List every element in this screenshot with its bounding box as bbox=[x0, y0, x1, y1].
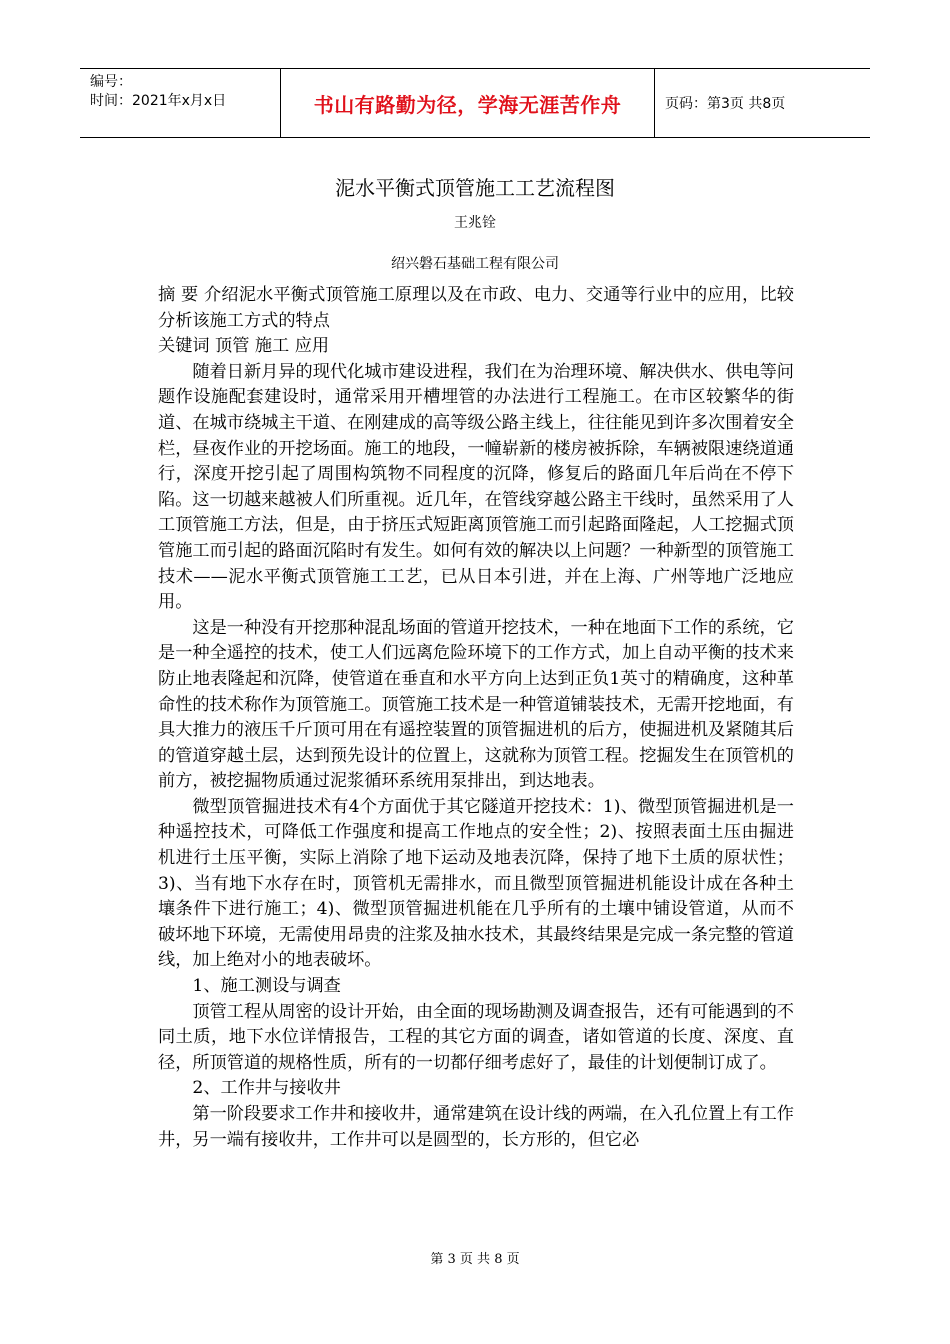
body-paragraph: 第一阶段要求工作井和接收井，通常建筑在设计线的两端，在入孔位置上有工作井，另一端有接收井，工作井可以是圆型的，长方形的，但它必 bbox=[158, 1104, 794, 1150]
header-table bbox=[80, 68, 870, 138]
document-title: 泥水平衡式顶管施工工艺流程图 bbox=[335, 176, 615, 200]
abstract-paragraph: 摘 要 介绍泥水平衡式顶管施工原理以及在市政、电力、交通等行业中的应用，比较分析该施工方式的特点 bbox=[158, 285, 794, 331]
section-heading: 1、施工测设与调查 bbox=[192, 976, 341, 997]
body-paragraph: 微型顶管掘进技术有4个方面优于其它隧道开挖技术：1)、微型顶管掘进机是一种遥控技术，可降低工作强度和提高工作地点的安全性；2)、按照表面土压由掘进机进行土压平衡，实际上消除了地下运动及地表沉降，保持了地下土质的原状性；3)、当有地下水存在时，顶管机无需排水，而且微型顶管掘进机能设计成在各种土壤条件下进行施工；4)、微型顶管掘进机能在几乎所有的土壤中铺设管道，从而不破坏地下环境，无需使用昂贵的注浆及抽水技术，其最终结果是完成一条完整的管道线，加上绝对小的地表破坏。 bbox=[158, 796, 794, 971]
section-heading: 2、工作井与接收井 bbox=[192, 1078, 341, 1099]
motto-text: 书山有路勤为径，学海无涯苦作舟 bbox=[313, 92, 622, 117]
document-body bbox=[158, 283, 794, 1153]
body-paragraph: 这是一种没有开挖那种混乱场面的管道开挖技术，一种在地面下工作的系统，它是一种全遥控的技术，使工人们远离危险环境下的工作方式，加上自动平衡的技术来防止地表隆起和沉降，使管道在垂直和水平方向上达到正负1英寸的精确度，这种革命性的技术称作为顶管施工。顶管施工技术是一种管道铺装技术，无需开挖地面，有具大推力的液压千斤顶可用在有遥控装置的顶管掘进机的后方，使掘进机及紧随其后的管道穿越土层，达到预先设计的位置上，这就称为顶管工程。挖掘发生在顶管机的前方，被挖掘物质通过泥浆循环系统用泵排出，到达地表。 bbox=[158, 617, 794, 792]
keywords-line: 关键词 顶管 施工 应用 bbox=[158, 336, 330, 357]
page-footer: 第 3 页 共 8 页 bbox=[430, 1252, 520, 1267]
header-meta-cell bbox=[80, 69, 281, 137]
document-author: 王兆铨 bbox=[454, 215, 496, 231]
header-page-cell bbox=[655, 69, 870, 137]
header-motto-cell bbox=[281, 69, 655, 137]
body-paragraph: 顶管工程从周密的设计开始，由全面的现场勘测及调查报告，还有可能遇到的不同土质，地下水位详情报告，工程的其它方面的调查，诸如管道的长度、深度、直径，所顶管道的规格性质，所有的一切都仔细考虑好了，最佳的计划便制订成了。 bbox=[158, 1001, 794, 1073]
document-organization: 绍兴磐石基础工程有限公司 bbox=[391, 256, 559, 272]
body-paragraph: 随着日新月异的现代化城市建设进程，我们在为治理环境、解决供水、供电等问题作设施配套建设时，通常采用开槽埋管的办法进行工程施工。在市区较繁华的街道、在城市绕城主干道、在刚建成的高等级公路主线上，往往能见到许多次围着安全栏，昼夜作业的开挖场面。施工的地段，一幢崭新的楼房被拆除，车辆被限速绕道通行，深度开挖引起了周围构筑物不同程度的沉降，修复后的路面几年后尚在不停下陷。这一切越来越被人们所重视。近几年，在管线穿越公路主干线时，虽然采用了人工顶管施工方法，但是，由于挤压式短距离顶管施工而引起路面隆起，人工挖掘式顶管施工而引起的路面沉陷时有发生。如何有效的解决以上问题？一种新型的顶管施工技术——泥水平衡式顶管施工工艺，已从日本引进，并在上海、广州等地广泛地应用。 bbox=[158, 361, 794, 613]
date-label: 时间：2021年x月x日 bbox=[90, 93, 227, 109]
serial-number-label: 编号： bbox=[90, 74, 132, 90]
header-page-info: 页码：第3页 共8页 bbox=[665, 96, 786, 112]
